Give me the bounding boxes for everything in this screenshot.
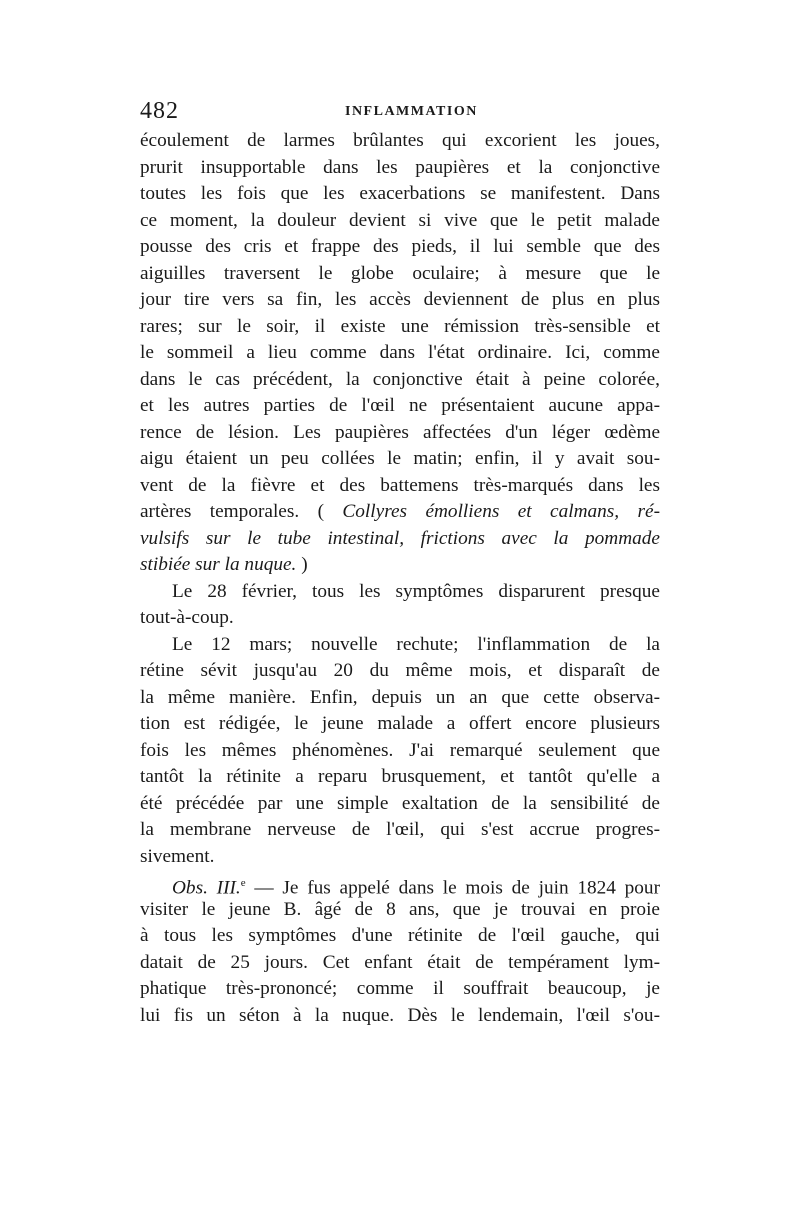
text-line: dans le cas précédent, la conjonctive était à peine colorée, bbox=[140, 368, 660, 390]
italic-prescription: stibiée sur la nuque. bbox=[140, 554, 297, 575]
text-line: écoulement de larmes brûlantes qui excorient les joues, bbox=[140, 130, 660, 151]
text-line bbox=[140, 870, 660, 897]
text-line: et les autres parties de l'œil ne présentaient aucune appa- bbox=[140, 395, 660, 416]
text-line: tion est rédigée, le jeune malade a offert encore plusieurs bbox=[140, 713, 660, 734]
text-segment: artères temporales. ( bbox=[140, 501, 325, 522]
text-line: rence de lésion. Les paupières affectées d'un léger œdème bbox=[140, 421, 660, 443]
text-line: visiter le jeune B. âgé de 8 ans, que je trouvai en proie bbox=[140, 898, 660, 920]
text-line: phatique très-prononcé; comme il souffrait beaucoup, je bbox=[140, 978, 660, 999]
text-line: le sommeil a lieu comme dans l'état ordinaire. Ici, comme bbox=[140, 342, 660, 363]
observation-superscript: e bbox=[240, 877, 246, 889]
text-line: Le 28 février, tous les symptômes disparurent presque bbox=[172, 580, 660, 602]
text-line: vent de la fièvre et des battemens très-marqués dans les bbox=[140, 474, 660, 496]
text-segment: — Je fus appelé dans le mois de juin 1824 pour bbox=[245, 877, 660, 899]
text-line: à tous les symptômes d'une rétinite de l'œil gauche, qui bbox=[140, 925, 660, 946]
text-segment: ) bbox=[301, 554, 308, 575]
text-line: pousse des cris et frappe des pieds, il lui semble que des bbox=[140, 236, 660, 257]
text-line: la même manière. Enfin, depuis un an que cette observa- bbox=[140, 686, 660, 708]
text-line: jour tire vers sa fin, les accès deviennent de plus en plus bbox=[140, 289, 660, 310]
text-line: tout-à-coup. bbox=[140, 607, 234, 628]
page-header bbox=[140, 96, 660, 126]
text-line: prurit insupportable dans les paupières et la conjonctive bbox=[140, 156, 660, 178]
text-line: toutes les fois que les exacerbations se manifestent. Dans bbox=[140, 183, 660, 204]
text-line: fois les mêmes phénomènes. J'ai remarqué seulement que bbox=[140, 739, 660, 761]
text-line-italic: vulsifs sur le tube intestinal, frictions avec la pommade bbox=[140, 527, 660, 549]
text-line: rares; sur le soir, il existe une rémission très-sensible et bbox=[140, 315, 660, 337]
text-line: datait de 25 jours. Cet enfant était de tempérament lym- bbox=[140, 951, 660, 973]
text-line: aigu étaient un peu collées le matin; enfin, il y avait sou- bbox=[140, 448, 660, 469]
text-line bbox=[140, 552, 660, 579]
observation-label: Obs. III. bbox=[172, 877, 241, 899]
text-line: Le 12 mars; nouvelle rechute; l'inflammation de la bbox=[172, 633, 660, 655]
running-title: INFLAMMATION bbox=[345, 104, 478, 119]
text-line: aiguilles traversent le globe oculaire; à mesure que le bbox=[140, 262, 660, 284]
body-text bbox=[140, 128, 660, 1029]
text-line bbox=[140, 499, 660, 526]
page-number: 482 bbox=[140, 98, 179, 124]
text-line: rétine sévit jusqu'au 20 du même mois, et disparaît de bbox=[140, 660, 660, 681]
text-line: été précédée par une simple exaltation de la sensibilité de bbox=[140, 792, 660, 814]
text-line: ce moment, la douleur devient si vive que le petit malade bbox=[140, 209, 660, 231]
text-line: tantôt la rétinite a reparu brusquement, et tantôt qu'elle a bbox=[140, 766, 660, 787]
text-line: sivement. bbox=[140, 845, 215, 867]
text-line: la membrane nerveuse de l'œil, qui s'est accrue progres- bbox=[140, 819, 660, 840]
text-line: lui fis un séton à la nuque. Dès le lendemain, l'œil s'ou- bbox=[140, 1004, 660, 1026]
italic-prescription: Collyres émolliens et calmans, ré- bbox=[342, 501, 661, 522]
